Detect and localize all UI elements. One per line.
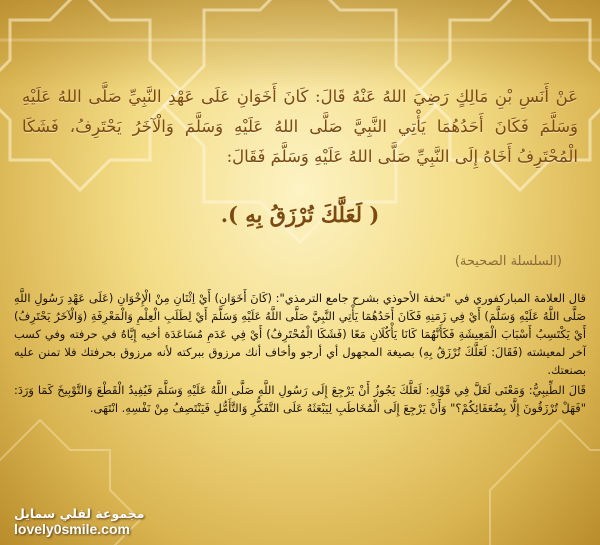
hadith-text: عَنْ أَنَسِ بْنِ مَالِكٍ رَضِيَ اللهُ عَنْهُ قَالَ: كَانَ أَخَوَانِ عَلَى عَهْدِ النَّبِيِّ صَلَّى اللهُ عَلَيْهِ وَسَلَّمَ فَكَانَ أَحَدُهُمَا يَأْتِي النَّبِيَّ صَلَّى اللهُ عَلَيْهِ وَسَلَّمَ وَالْآخَرُ يَحْتَرِفُ، فَشَكَا الْمُحْتَرِفُ أَخَاهُ إِلَى النَّبِيِّ صَلَّى اللهُ عَلَيْهِ وَسَلَّمَ فَقَالَ: — [22, 87, 578, 166]
hadith-source: (السلسلة الصحيحة) — [454, 254, 562, 269]
hadith-quote: ( لَعَلَّكَ تُرْزَقُ بِهِ ). — [220, 202, 380, 227]
commentary-block — [14, 289, 586, 417]
watermark — [14, 506, 144, 537]
commentary-paragraph: قال العلامة المباركفوري في "تحفة الأحوذي بشرح جامع الترمذي": (كَانَ أَخَوَانِ) أَيْ اِثْنَانِ مِنْ الْإِخْوَانِ (عَلَى عَهْدِ رَسُولِ اللَّهِ صَلَّى اللَّهُ عَلَيْهِ وَسَلَّمَ) أَيْ فِي زَمَنِهِ فَكَانَ أَحَدُهُمَا يَأْتِي النَّبِيَّ صَلَّى اللَّهُ عَلَيْهِ وَسَلَّمَ أَيْ لِطَلَبِ الْعِلْمِ وَالْمَعْرِفَةِ (وَالْآخَرُ يَحْتَرِفُ) أَيْ يَكْتَسِبُ أَسْبَابَ الْمَعِيشَةِ فَكَأَنَّهُمَا كَانَا يَأْكُلَانِ مَعًا (فَشَكَا الْمُحْتَرِفُ) أَيْ فِي عَدَمِ مُسَاعَدَة أخيه إِيَّاهُ في حرفته وفي كسب آخر لمعيشته (فَقَالَ: لَعَلَّكَ تُرْزَقُ بِهِ) بصيغة المجهول أي أرجو وأخاف أنك مرزوق ببركته لأنه مرزوق بحرفتك فلا تمنن عليه بصنعتك. — [14, 291, 586, 377]
commentary-paragraph: قَالَ الطِّيبِيُّ: وَمَعْنَى لَعَلَّ فِي قَوْلِهِ: لَعَلَّكَ يَجُوزُ أَنْ يَرْجِعَ إِلَى رَسُولِ اللَّهِ صَلَّى اللَّهُ عَلَيْهِ وَسَلَّمَ فَيُفِيدُ الْقَطْعَ وَالتَّوْبِيخَ كَمَا وَرَدَ: "فَهَلْ تُرْزَقُونَ إِلَّا بِضُعَفَائِكُمْ؟" وَأَنْ يَرْجِعَ إِلَى الْمُخَاطَبِ لِيَبْعَثَهُ عَلَى التَّفَكُّرِ وَالتَّأَمُّلِ فَيَنْتَصِفُ مِنْ نَفْسِهِ. انْتَهَى. — [14, 383, 586, 415]
watermark-arabic: مجموعة لفلي سمايل — [14, 506, 145, 521]
watermark-url: lovely0smile.com — [14, 521, 130, 537]
